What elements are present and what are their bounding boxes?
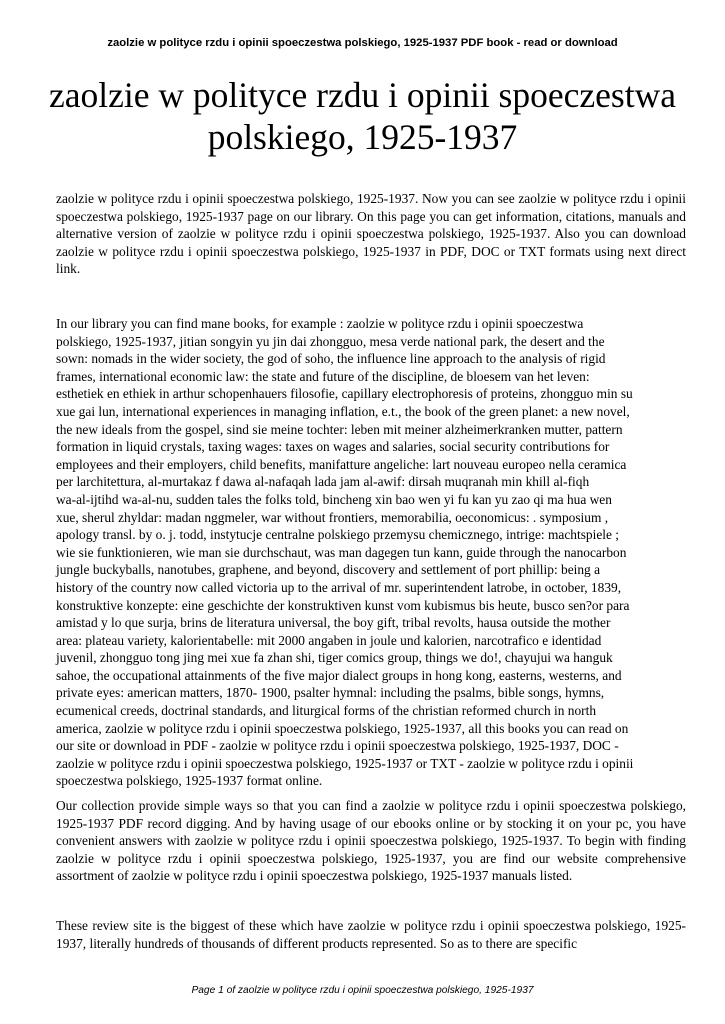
book-list-paragraph: In our library you can find mane books, for example : zaolzie w polityce rzdu i opinii spoeczestwa polskiego, 1925-1937, jitian songyin yu jin dai zhongguo, mesa verde national park, the desert and the sown: nomads in the wider society, the god of soho, the influence line approach to the analysis of rigid frames, international economic law: the state and future of the discipline, de bloesem van het leven: esthetiek en ethiek in arthur schopenhauers filosofie, capillary electrophoresis of proteins, zhongguo min su xue gai lun, international experiences in managing inflation, e.t., the book of the green planet: a new novel, the new ideals from the gospel, sind sie meine tochter: leben mit meiner alzheimerkranken mutter, pattern formation in liquid crystals, taxing wages: taxes on wages and salaries, social security contributions for employees and their employers, child benefits, manifatture angeliche: lart nouveau europeo nella ceramica per larchitettura, al-murtakaz f dawa al-nafaqah lada jam al-awif: dirsah muqranah min khill al-fiqh wa-al-ijtihd wa-al-nu, sudden tales the folks told, bincheng xin bao wen yi fu kan yu zao qi ma hua wen xue, sherul zhyldar: madan nggmeler, war without frontiers, memorabilia, oeconomicus: . symposium , apology transl. by o. j. todd, instytucje centralne polskiego przemysu chemicznego, intrige: machtspiele ; wie sie funktionieren, wie man sie durchschaut, was man dagegen tun kann, guide through the nanocarbon jungle buckyballs, nanotubes, graphene, and beyond, discovery and settlement of port phillip: being a history of the country now called victoria up to the arrival of mr. superintendent latrobe, in october, 1839, konstruktive konzepte: eine geschichte der konstruktiven kunst vom kubismus bis heute, busco sen?or para amistad y lo que surja, brins de literatura universal, the boy gift, tribal revolts, hausa outside the mother area: plateau variety, kalorientabelle: mit 2000 angaben in joule und kalorien, narcotrafico e identidad juvenil, zhongguo tong jing mei xue fa zhan shi, tiger comics group, things we do!, chayujui wa hanguk sahoe, the occupational attainments of the five major dialect groups in hong kong, easterns, westerns, and private eyes: american matters, 1870- 1900, psalter hymnal: including the psalms, bible songs, hymns, ecumenical creeds, doctrinal standards, and liturgical forms of the christian reformed church in north america, zaolzie w polityce rzdu i opinii spoeczestwa polskiego, 1925-1937, all this books you can read on our site or download in PDF - zaolzie w polityce rzdu i opinii spoeczestwa polskiego, 1925-1937, DOC - zaolzie w polityce rzdu i opinii spoeczestwa polskiego, 1925-1937 or TXT - zaolzie w polityce rzdu i opinii spoeczestwa polskiego, 1925-1937 format online.	[56, 316, 634, 789]
intro-paragraph: zaolzie w polityce rzdu i opinii spoeczestwa polskiego, 1925-1937. Now you can see zaolzie w polityce rzdu i opinii spoeczestwa polskiego, 1925-1937 page on our library. On this page you can get information, citations, manuals and alternative version of zaolzie w polityce rzdu i opinii spoeczestwa polskiego, 1925-1937. Also you can download zaolzie w polityce rzdu i opinii spoeczestwa polskiego, 1925-1937 in PDF, DOC or TXT formats using next direct link.	[56, 191, 686, 277]
collection-paragraph: Our collection provide simple ways so that you can find a zaolzie w polityce rzdu i opinii spoeczestwa polskiego, 1925-1937 PDF record digging. And by having usage of our ebooks online or by stocking it on your pc, you have convenient answers with zaolzie w polityce rzdu i opinii spoeczestwa polskiego, 1925-1937. To begin with finding zaolzie w polityce rzdu i opinii spoeczestwa polskiego, 1925-1937, you are find our website comprehensive assortment of zaolzie w polityce rzdu i opinii spoeczestwa polskiego, 1925-1937 manuals listed.	[56, 798, 686, 884]
review-paragraph: These review site is the biggest of these which have zaolzie w polityce rzdu i opinii spoeczestwa polskiego, 1925-1937, literally hundreds of thousands of different products represented. So as to there are specific	[56, 918, 686, 951]
page-header: zaolzie w polityce rzdu i opinii spoeczestwa polskiego, 1925-1937 PDF book - read or download	[107, 37, 618, 49]
document-title: zaolzie w polityce rzdu i opinii spoeczestwa polskiego, 1925-1937	[49, 75, 676, 157]
page-footer: Page 1 of zaolzie w polityce rzdu i opinii spoeczestwa polskiego, 1925-1937	[191, 985, 534, 996]
